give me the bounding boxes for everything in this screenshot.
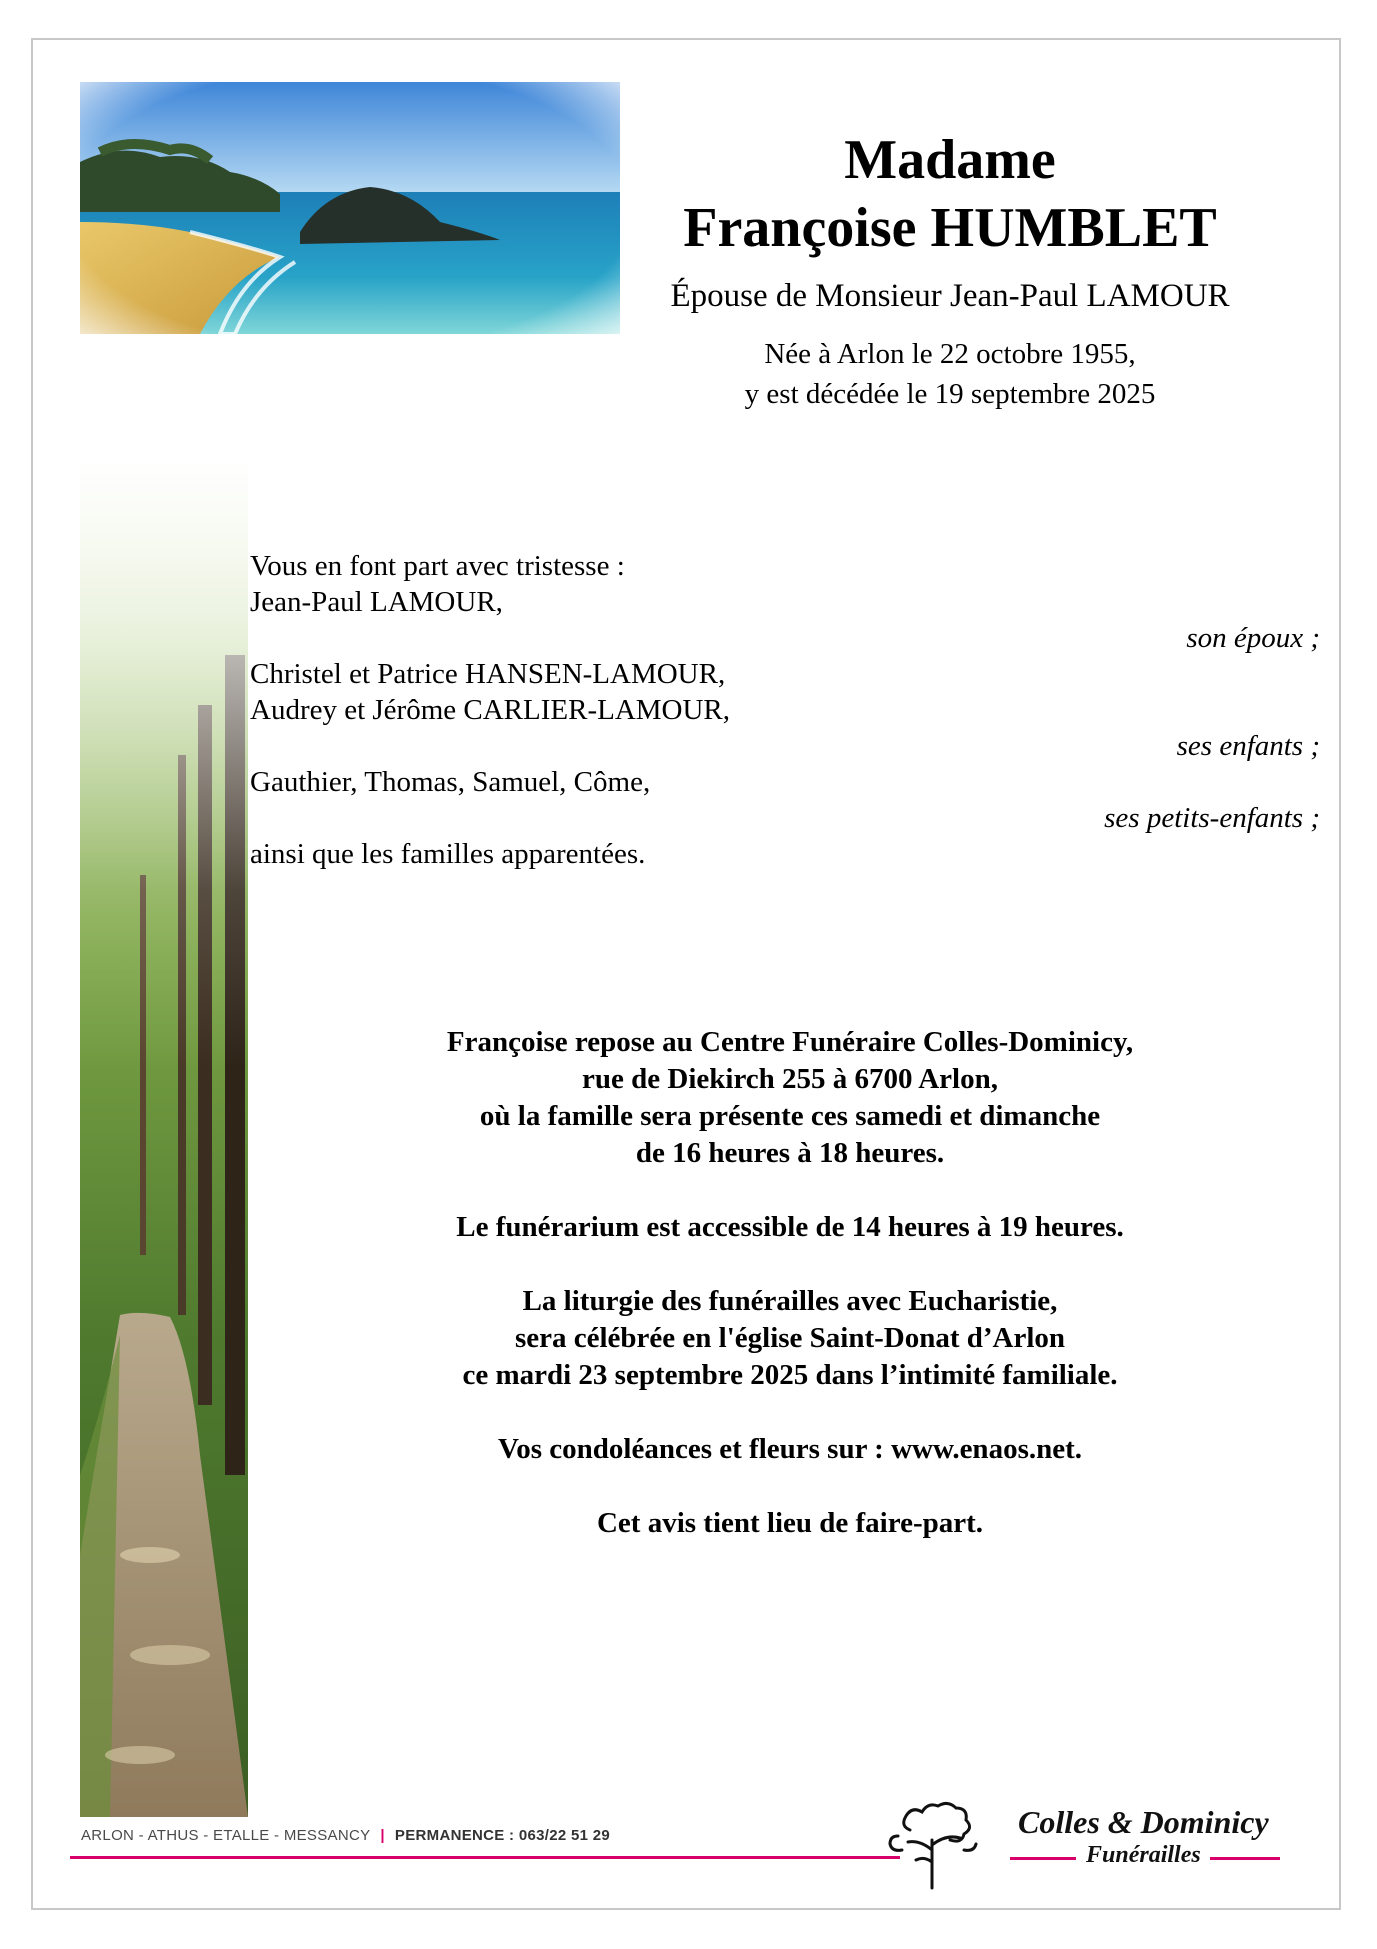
- forest-path-photo: [80, 455, 248, 1817]
- spouse-role: son époux ;: [1186, 622, 1320, 654]
- funerarium-hours: Le funérarium est accessible de 14 heures à 19 heures.: [456, 1211, 1124, 1243]
- beach-photo: [80, 82, 620, 334]
- funeral-details: [300, 1024, 1280, 1542]
- logo-accent-right: [1210, 1857, 1280, 1860]
- spouse-line: Épouse de Monsieur Jean-Paul LAMOUR: [670, 278, 1230, 314]
- birth-line: Née à Arlon le 22 octobre 1955,: [764, 338, 1136, 370]
- logo-accent-left: [1010, 1857, 1076, 1860]
- footer-contact: [81, 1827, 610, 1844]
- title-salutation: Madame: [844, 129, 1056, 191]
- grandchildren-role: ses petits-enfants ;: [1104, 802, 1320, 834]
- child-name: Christel et Patrice HANSEN-LAMOUR,: [250, 658, 726, 690]
- deceased-name: Françoise HUMBLET: [683, 197, 1217, 259]
- liturgy-line: ce mardi 23 septembre 2025 dans l’intimité familiale.: [462, 1359, 1118, 1391]
- footer-permanence: PERMANENCE : 063/22 51 29: [394, 1827, 610, 1844]
- rest-line: où la famille sera présente ces samedi et dimanche: [479, 1100, 1101, 1132]
- rest-line: de 16 heures à 18 heures.: [635, 1137, 945, 1169]
- header: [620, 126, 1280, 414]
- condolences-line: Vos condoléances et fleurs sur : www.enaos.net.: [497, 1433, 1083, 1465]
- footer-accent-line: [70, 1856, 900, 1859]
- liturgy-line: La liturgie des funérailles avec Eucharistie,: [522, 1285, 1058, 1317]
- family-announcement: [250, 548, 1320, 872]
- child-name: Audrey et Jérôme CARLIER-LAMOUR,: [250, 694, 731, 726]
- footer-separator: |: [380, 1827, 385, 1844]
- rest-line: rue de Diekirch 255 à 6700 Arlon,: [582, 1063, 998, 1095]
- tree-icon: [880, 1790, 990, 1890]
- footer-locations: ARLON - ATHUS - ETALLE - MESSANCY: [81, 1827, 371, 1844]
- children-role: ses enfants ;: [1176, 730, 1320, 762]
- notice-line: Cet avis tient lieu de faire-part.: [596, 1507, 984, 1539]
- death-line: y est décédée le 19 septembre 2025: [744, 378, 1156, 410]
- logo-name: Colles & Dominicy: [1018, 1804, 1269, 1840]
- logo-subtitle: Funérailles: [1086, 1842, 1201, 1868]
- grandchildren-names: Gauthier, Thomas, Samuel, Côme,: [250, 766, 651, 798]
- announce-intro: Vous en font part avec tristesse :: [250, 550, 625, 582]
- rest-line: Françoise repose au Centre Funéraire Colles-Dominicy,: [446, 1026, 1134, 1058]
- spouse-name: Jean-Paul LAMOUR,: [250, 586, 503, 618]
- liturgy-line: sera célébrée en l'église Saint-Donat d’Arlon: [514, 1322, 1066, 1354]
- families-line: ainsi que les familles apparentées.: [250, 838, 646, 870]
